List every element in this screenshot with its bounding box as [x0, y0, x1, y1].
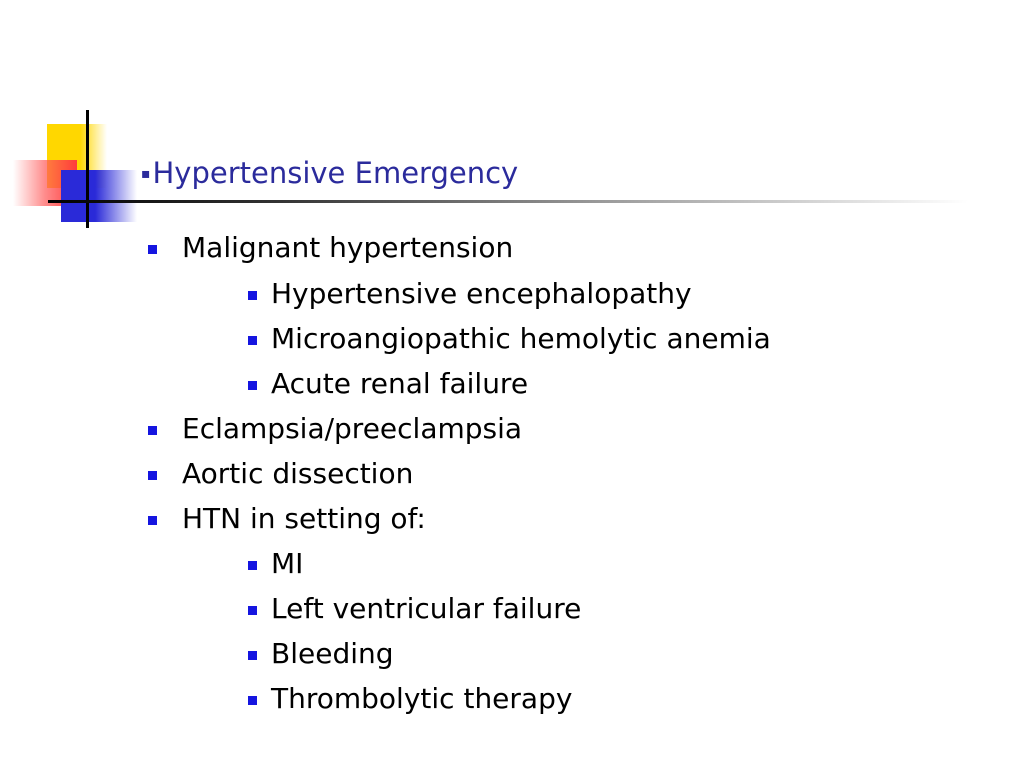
list-item — [246, 681, 573, 717]
list-item — [246, 546, 304, 582]
title-bullet-icon: ▪ — [141, 166, 151, 182]
list-item — [246, 591, 582, 627]
square-bullet-icon — [248, 606, 257, 615]
list-item-text: Eclampsia/preeclampsia — [182, 412, 523, 445]
list-item-text: Aortic dissection — [182, 457, 414, 490]
list-item — [145, 411, 523, 447]
list-item-text: Acute renal failure — [271, 367, 529, 400]
square-bullet-icon — [148, 516, 157, 525]
list-item-text: HTN in setting of: — [182, 502, 426, 535]
list-item — [145, 456, 414, 492]
list-item-text: Hypertensive encephalopathy — [271, 277, 692, 310]
list-item-text: Malignant hypertension — [182, 231, 514, 264]
square-bullet-icon — [148, 426, 157, 435]
square-bullet-icon — [248, 336, 257, 345]
square-bullet-icon — [248, 696, 257, 705]
square-bullet-icon — [148, 471, 157, 480]
square-bullet-icon — [248, 561, 257, 570]
square-bullet-icon — [248, 381, 257, 390]
list-item — [145, 501, 426, 537]
list-item-text: Microangiopathic hemolytic anemia — [271, 322, 771, 355]
list-item-text: Bleeding — [271, 637, 394, 670]
square-bullet-icon — [148, 245, 157, 254]
list-item — [246, 636, 394, 672]
list-item — [145, 230, 514, 266]
list-item-text: Left ventricular failure — [271, 592, 582, 625]
square-bullet-icon — [248, 291, 257, 300]
slide-title-text: Hypertensive Emergency — [152, 156, 519, 190]
list-item — [246, 366, 529, 402]
list-item — [246, 321, 771, 357]
square-bullet-icon — [248, 651, 257, 660]
list-item — [246, 276, 692, 312]
list-item-text: MI — [271, 547, 304, 580]
list-item-text: Thrombolytic therapy — [271, 682, 573, 715]
